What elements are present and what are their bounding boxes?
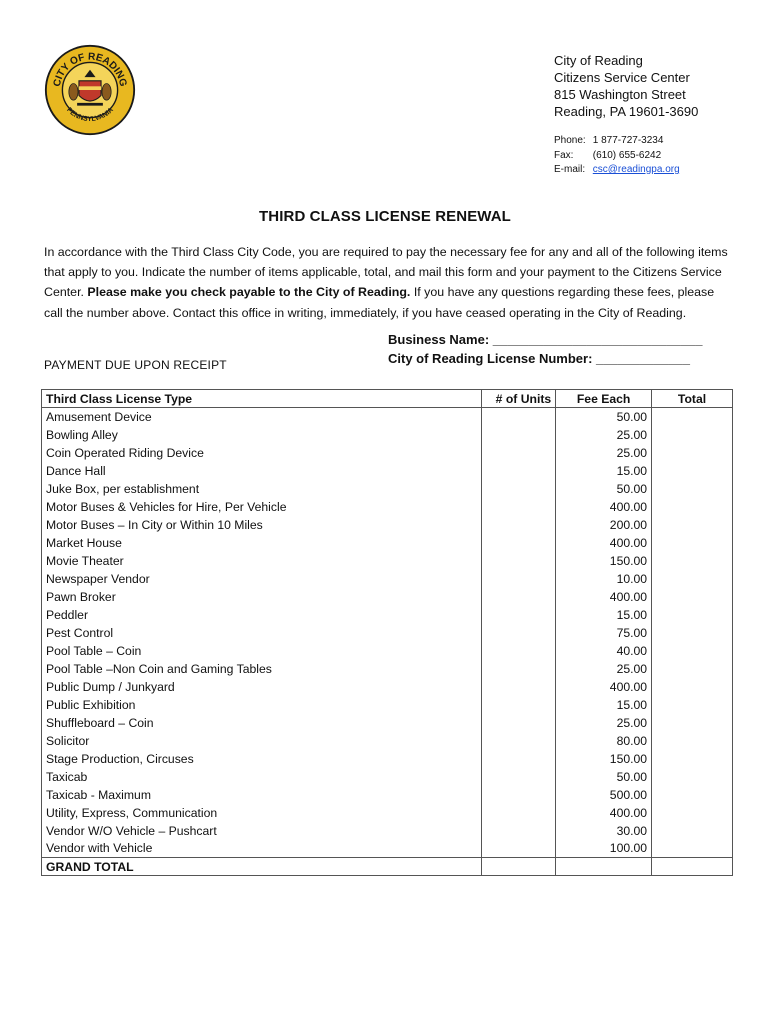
license-type-cell: Vendor W/O Vehicle – Pushcart: [42, 822, 482, 840]
header-fee-each: Fee Each: [556, 390, 652, 408]
fee-each-cell: 25.00: [556, 714, 652, 732]
units-input-cell[interactable]: [482, 714, 556, 732]
fee-each-cell: 15.00: [556, 462, 652, 480]
row-total-cell[interactable]: [652, 768, 733, 786]
fee-each-cell: 40.00: [556, 642, 652, 660]
units-input-cell[interactable]: [482, 750, 556, 768]
license-type-cell: Pawn Broker: [42, 588, 482, 606]
units-input-cell[interactable]: [482, 444, 556, 462]
office-city-state-zip: Reading, PA 19601-3690: [554, 104, 699, 119]
row-total-cell[interactable]: [652, 426, 733, 444]
units-input-cell[interactable]: [482, 768, 556, 786]
payment-due-note: PAYMENT DUE UPON RECEIPT: [44, 358, 227, 372]
fee-each-cell: 500.00: [556, 786, 652, 804]
grand-total-units-cell[interactable]: [482, 858, 556, 876]
table-row: [42, 732, 733, 750]
license-type-cell: Newspaper Vendor: [42, 570, 482, 588]
units-input-cell[interactable]: [482, 462, 556, 480]
units-input-cell[interactable]: [482, 642, 556, 660]
row-total-cell[interactable]: [652, 642, 733, 660]
fee-each-cell: 400.00: [556, 498, 652, 516]
row-total-cell[interactable]: [652, 606, 733, 624]
table-row: [42, 552, 733, 570]
business-fields: [388, 330, 702, 368]
fee-each-cell: 50.00: [556, 480, 652, 498]
phone-label: Phone:: [554, 135, 586, 146]
fee-each-cell: 400.00: [556, 804, 652, 822]
units-input-cell[interactable]: [482, 696, 556, 714]
units-input-cell[interactable]: [482, 822, 556, 840]
license-type-cell: Public Exhibition: [42, 696, 482, 714]
license-type-cell: Juke Box, per establishment: [42, 480, 482, 498]
grand-total-amount-cell[interactable]: [652, 858, 733, 876]
office-department: Citizens Service Center: [554, 70, 690, 85]
table-row: [42, 714, 733, 732]
intro-text-2: If you have any questions regarding these fees, please call the number above. Contact this office in writing, immediately, if you have ceased operating in the City of Reading.: [44, 285, 715, 320]
units-input-cell[interactable]: [482, 804, 556, 822]
row-total-cell[interactable]: [652, 732, 733, 750]
fee-each-cell: 100.00: [556, 840, 652, 858]
fee-each-cell: 25.00: [556, 660, 652, 678]
license-type-cell: Peddler: [42, 606, 482, 624]
units-input-cell[interactable]: [482, 408, 556, 426]
row-total-cell[interactable]: [652, 750, 733, 768]
contact-info: [554, 134, 680, 178]
fee-each-cell: 80.00: [556, 732, 652, 750]
table-row: [42, 498, 733, 516]
row-total-cell[interactable]: [652, 660, 733, 678]
fee-each-cell: 30.00: [556, 822, 652, 840]
table-row: [42, 516, 733, 534]
fee-each-cell: 150.00: [556, 552, 652, 570]
license-type-cell: Movie Theater: [42, 552, 482, 570]
intro-paragraph: [44, 242, 734, 323]
table-header-row: [42, 390, 733, 408]
grand-total-label: GRAND TOTAL: [42, 858, 482, 876]
table-row: [42, 768, 733, 786]
grand-total-row: [42, 858, 733, 876]
row-total-cell[interactable]: [652, 822, 733, 840]
document-title: THIRD CLASS LICENSE RENEWAL: [259, 208, 511, 225]
table-row: [42, 624, 733, 642]
table-row: [42, 444, 733, 462]
units-input-cell[interactable]: [482, 516, 556, 534]
license-type-cell: Taxicab: [42, 768, 482, 786]
email-row: [554, 163, 680, 178]
units-input-cell[interactable]: [482, 624, 556, 642]
row-total-cell[interactable]: [652, 624, 733, 642]
header-total: Total: [652, 390, 733, 408]
license-type-cell: Amusement Device: [42, 408, 482, 426]
fax-number: (610) 655-6242: [592, 149, 662, 161]
phone-row: [554, 134, 680, 149]
units-input-cell[interactable]: [482, 588, 556, 606]
office-street: 815 Washington Street: [554, 87, 686, 102]
units-input-cell[interactable]: [482, 786, 556, 804]
row-total-cell[interactable]: [652, 804, 733, 822]
license-type-cell: Public Dump / Junkyard: [42, 678, 482, 696]
fee-each-cell: 200.00: [556, 516, 652, 534]
units-input-cell[interactable]: [482, 426, 556, 444]
license-type-cell: Motor Buses – In City or Within 10 Miles: [42, 516, 482, 534]
license-fee-table: [41, 389, 733, 876]
fee-each-cell: 50.00: [556, 408, 652, 426]
table-row: [42, 588, 733, 606]
row-total-cell[interactable]: [652, 678, 733, 696]
units-input-cell[interactable]: [482, 552, 556, 570]
phone-number: 1 877-727-3234: [592, 135, 664, 146]
fee-each-cell: 10.00: [556, 570, 652, 588]
table-row: [42, 426, 733, 444]
office-address: [554, 52, 698, 120]
intro-text-1: In accordance with the Third Class City Code, you are required to pay the necessary fee for any and all of the following items that apply to you. Indicate the number of items applicable, total, and mail this form and your payment to the Citizens Service Center.: [44, 245, 728, 300]
row-total-cell[interactable]: [652, 408, 733, 426]
row-total-cell[interactable]: [652, 552, 733, 570]
license-type-cell: Pool Table – Coin: [42, 642, 482, 660]
license-type-cell: Dance Hall: [42, 462, 482, 480]
fee-table-body: [42, 408, 733, 858]
fee-each-cell: 15.00: [556, 696, 652, 714]
license-type-cell: Coin Operated Riding Device: [42, 444, 482, 462]
table-row: [42, 660, 733, 678]
fax-label: Fax:: [554, 149, 574, 161]
license-type-cell: Stage Production, Circuses: [42, 750, 482, 768]
units-input-cell[interactable]: [482, 480, 556, 498]
license-type-cell: Taxicab - Maximum: [42, 786, 482, 804]
table-row: [42, 804, 733, 822]
table-row: [42, 696, 733, 714]
row-total-cell[interactable]: [652, 786, 733, 804]
row-total-cell[interactable]: [652, 444, 733, 462]
row-total-cell[interactable]: [652, 516, 733, 534]
table-row: [42, 480, 733, 498]
row-total-cell[interactable]: [652, 696, 733, 714]
license-type-cell: Bowling Alley: [42, 426, 482, 444]
license-type-cell: Vendor with Vehicle: [42, 840, 482, 858]
grand-total-fee-cell: [556, 858, 652, 876]
units-input-cell[interactable]: [482, 606, 556, 624]
license-type-cell: Pool Table –Non Coin and Gaming Tables: [42, 660, 482, 678]
units-input-cell[interactable]: [482, 732, 556, 750]
table-row: [42, 642, 733, 660]
fax-row: [554, 149, 680, 164]
table-row: [42, 750, 733, 768]
fee-each-cell: 400.00: [556, 678, 652, 696]
units-input-cell[interactable]: [482, 678, 556, 696]
table-row: [42, 840, 733, 858]
row-total-cell[interactable]: [652, 480, 733, 498]
license-type-cell: Utility, Express, Communication: [42, 804, 482, 822]
fee-each-cell: 75.00: [556, 624, 652, 642]
license-type-cell: Shuffleboard – Coin: [42, 714, 482, 732]
row-total-cell[interactable]: [652, 840, 733, 858]
row-total-cell[interactable]: [652, 534, 733, 552]
fee-each-cell: 150.00: [556, 750, 652, 768]
license-number-field[interactable]: City of Reading License Number: _____________: [388, 351, 691, 366]
units-input-cell[interactable]: [482, 498, 556, 516]
license-type-cell: Solicitor: [42, 732, 482, 750]
email-label: E-mail:: [554, 164, 586, 175]
row-total-cell[interactable]: [652, 570, 733, 588]
row-total-cell[interactable]: [652, 588, 733, 606]
table-row: [42, 462, 733, 480]
row-total-cell[interactable]: [652, 498, 733, 516]
table-row: [42, 822, 733, 840]
intro-payable-note: Please make you check payable to the City of Reading.: [87, 285, 411, 300]
table-row: [42, 678, 733, 696]
units-input-cell[interactable]: [482, 570, 556, 588]
units-input-cell[interactable]: [482, 840, 556, 858]
seal-bottom-text: PENNSYLVANIA: [65, 106, 115, 124]
table-row: [42, 786, 733, 804]
license-type-cell: Market House: [42, 534, 482, 552]
seal-top-text: CITY OF READING: [51, 51, 129, 88]
row-total-cell[interactable]: [652, 714, 733, 732]
fee-each-cell: 400.00: [556, 588, 652, 606]
row-total-cell[interactable]: [652, 462, 733, 480]
table-row: [42, 408, 733, 426]
header-units: # of Units: [482, 390, 556, 408]
email-link[interactable]: csc@readingpa.org: [592, 164, 680, 175]
header-license-type: Third Class License Type: [42, 390, 482, 408]
table-row: [42, 606, 733, 624]
fee-each-cell: 25.00: [556, 426, 652, 444]
office-name: City of Reading: [554, 53, 643, 68]
business-name-field[interactable]: Business Name: _____________________________: [388, 332, 703, 347]
units-input-cell[interactable]: [482, 534, 556, 552]
fee-each-cell: 25.00: [556, 444, 652, 462]
fee-each-cell: 50.00: [556, 768, 652, 786]
city-seal-logo: [44, 44, 136, 136]
fee-each-cell: 15.00: [556, 606, 652, 624]
fee-each-cell: 400.00: [556, 534, 652, 552]
license-type-cell: Motor Buses & Vehicles for Hire, Per Vehicle: [42, 498, 482, 516]
table-row: [42, 534, 733, 552]
license-type-cell: Pest Control: [42, 624, 482, 642]
units-input-cell[interactable]: [482, 660, 556, 678]
table-row: [42, 570, 733, 588]
